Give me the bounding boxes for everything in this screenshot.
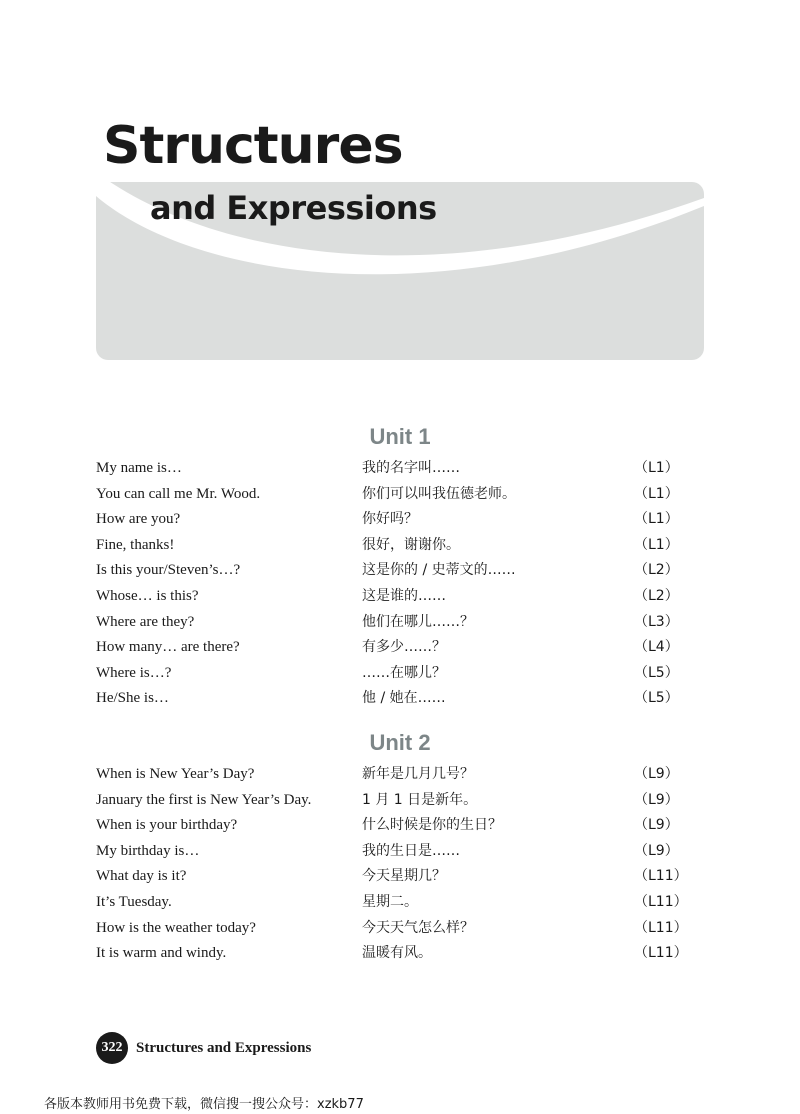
english-expression: It is warm and windy. [96,945,227,962]
english-expression: How are you? [96,511,181,528]
chinese-translation: 今天星期几？ [362,868,446,885]
lesson-ref: （L9） [634,766,679,782]
english-expression: Fine, thanks! [96,536,175,553]
english-expression: My name is… [96,460,182,476]
lesson-ref: （L9） [634,842,679,859]
lesson-ref: （L9） [634,817,679,834]
english-expression: It’s Tuesday. [96,893,172,910]
english-expression: Is this your/Steven’s…? [96,562,241,579]
english-expression: Where are they? [96,613,195,630]
table-row [96,686,686,712]
english-expression: Whose… is this? [96,587,199,604]
chinese-translation: 新年是几月几号？ [362,766,474,782]
lesson-ref: （L11） [634,945,688,962]
unit-heading-text: Unit 2 [369,730,431,755]
unit-1-table [96,456,686,712]
english-expression: He/She is… [96,690,169,707]
chinese-translation: 这是谁的…… [362,587,446,604]
table-row [96,533,686,559]
table-row [96,482,686,508]
chinese-translation: 温暖有风。 [362,945,432,962]
english-expression: When is New Year’s Day? [96,766,255,782]
table-row [96,788,686,814]
table-row [96,864,686,890]
table-row [96,839,686,865]
lesson-ref: （L9） [634,791,679,808]
lesson-ref: （L1） [634,460,679,476]
table-row [96,890,686,916]
chinese-translation: 你们可以叫我伍德老师。 [362,485,516,502]
running-footer-title: Structures and Expressions [136,1040,312,1056]
lesson-ref: （L1） [634,485,679,502]
table-row [96,507,686,533]
english-expression: How is the weather today? [96,919,256,936]
page-number-badge: 322 [96,1032,128,1064]
unit-heading-text: Unit 1 [369,424,431,449]
table-row [96,610,686,636]
table-row [96,635,686,661]
english-expression: How many… are there? [96,639,240,656]
chinese-translation: 我的名字叫…… [362,460,460,476]
english-expression: Where is…? [96,664,172,681]
chinese-translation: 他 / 她在…… [362,690,446,707]
lesson-ref: （L4） [634,639,679,656]
table-row [96,584,686,610]
english-expression: January the first is New Year’s Day. [96,791,312,808]
unit-2-table [96,762,686,967]
chinese-translation: 今天天气怎么样？ [362,919,474,936]
lesson-ref: （L1） [634,511,679,528]
table-row [96,661,686,687]
watermark-text: 各版本教师用书免费下载，微信搜一搜公众号：xzkb77 [44,1097,364,1112]
table-row [96,762,686,788]
page-title: Structures [103,116,403,176]
table-row [96,558,686,584]
chinese-translation: 有多少……？ [362,639,446,656]
chinese-translation: 他们在哪儿……？ [362,613,474,630]
unit-1-heading [0,426,800,448]
english-expression: When is your birthday? [96,817,238,834]
lesson-ref: （L2） [634,587,679,604]
lesson-ref: （L11） [634,893,688,910]
english-expression: You can call me Mr. Wood. [96,485,261,502]
page-subtitle: and Expressions [150,189,437,227]
lesson-ref: （L5） [634,690,679,707]
table-row [96,916,686,942]
lesson-ref: （L1） [634,536,679,553]
chinese-translation: 你好吗？ [362,511,418,528]
chinese-translation: 什么时候是你的生日？ [362,817,502,834]
table-row [96,813,686,839]
chinese-translation: 1 月 1 日是新年。 [362,791,478,808]
unit-2-heading [0,732,800,754]
table-row [96,456,686,482]
table-row [96,941,686,967]
lesson-ref: （L3） [634,613,679,630]
chinese-translation: 这是你的 / 史蒂文的…… [362,562,516,579]
lesson-ref: （L2） [634,562,679,579]
lesson-ref: （L11） [634,919,688,936]
chinese-translation: 很好，谢谢你。 [362,536,460,553]
chinese-translation: 星期二。 [362,893,418,910]
lesson-ref: （L5） [634,664,679,681]
lesson-ref: （L11） [634,868,688,885]
chinese-translation: 我的生日是…… [362,842,460,859]
english-expression: What day is it? [96,868,187,885]
chinese-translation: ……在哪儿？ [362,664,446,681]
english-expression: My birthday is… [96,842,200,859]
